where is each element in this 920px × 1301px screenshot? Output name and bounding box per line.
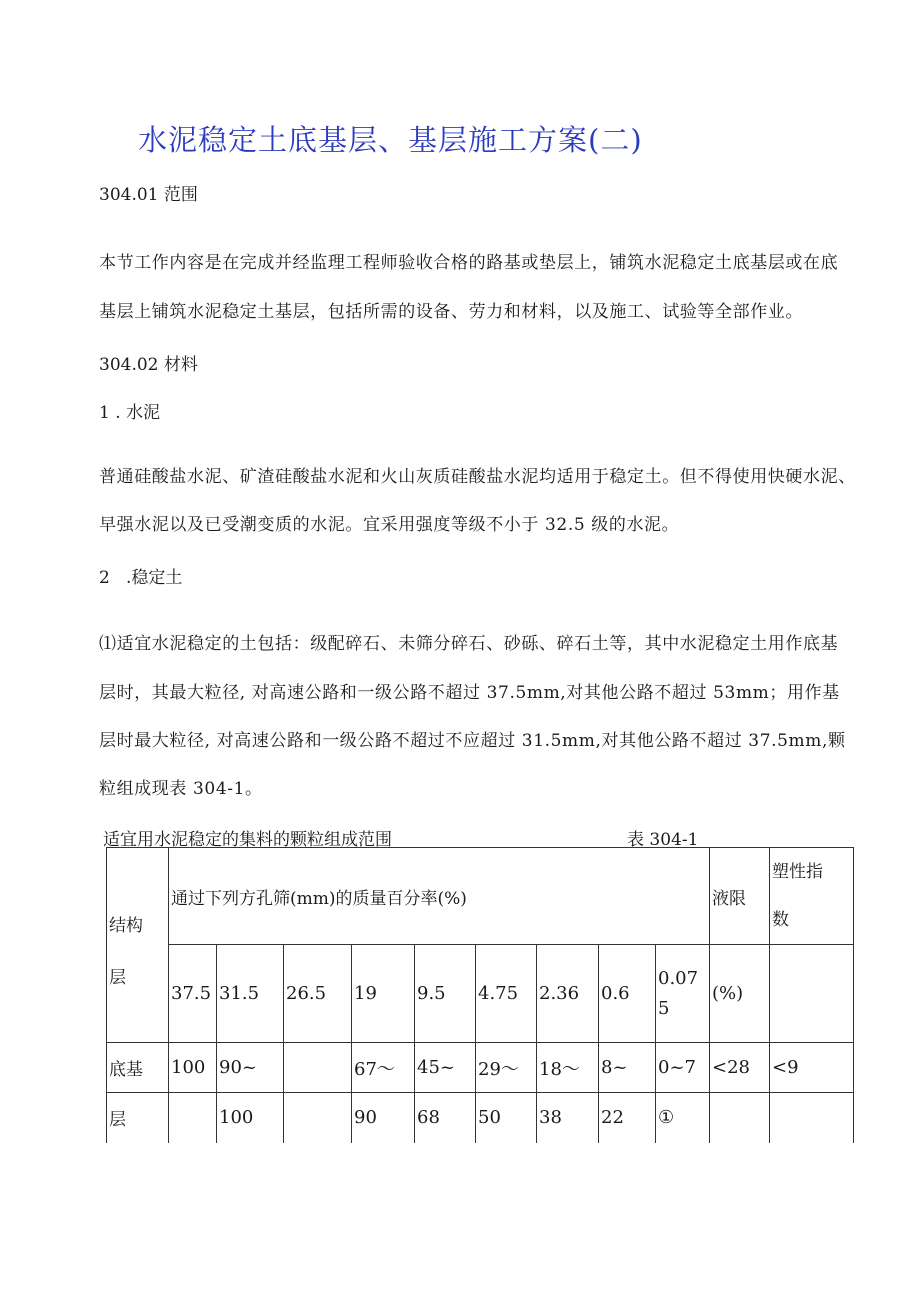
paragraph-scope-line-1: 本节工作内容是在完成并经监理工程师验收合格的路基或垫层上，铺筑水泥稳定土底基层或在底 bbox=[99, 253, 839, 273]
table-caption: 适宜用水泥稳定的集料的颗粒组成范围 bbox=[103, 830, 392, 850]
sieve-26-5: 26.5 bbox=[284, 945, 352, 1043]
sieve-9-5: 9.5 bbox=[415, 945, 476, 1043]
paragraph-soil-line-1: ⑴适宜水泥稳定的土包括：级配碎石、未筛分碎石、砂砾、碎石土等，其中水泥稳定土用作底基 bbox=[99, 634, 839, 654]
table-cell: 38 bbox=[537, 1093, 599, 1143]
sieve-19: 19 bbox=[352, 945, 415, 1043]
paragraph-soil-line-2: 层时，其最大粒径, 对高速公路和一级公路不超过 37.5mm,对其他公路不超过 53mm；用作基 bbox=[99, 683, 840, 703]
row-label-subbase: 底基 bbox=[107, 1043, 169, 1093]
table-cell: 68 bbox=[415, 1093, 476, 1143]
sieve-37-5: 37.5 bbox=[169, 945, 217, 1043]
table-row bbox=[107, 1093, 854, 1143]
table-cell: 8~ bbox=[599, 1043, 656, 1093]
subheading-stabilized-soil: 2 .稳定土 bbox=[99, 568, 183, 588]
sieve-4-75: 4.75 bbox=[476, 945, 537, 1043]
sieve-0-075-line-2: 5 bbox=[658, 997, 670, 1019]
sieve-0-075 bbox=[656, 945, 710, 1043]
table-cell: 29～ bbox=[476, 1043, 537, 1093]
table-cell bbox=[710, 1093, 770, 1143]
table-cell bbox=[169, 1093, 217, 1143]
page-title: 水泥稳定土底基层、基层施工方案(二) bbox=[138, 123, 643, 157]
paragraph-cement-line-2: 早强水泥以及已受潮变质的水泥。宜采用强度等级不小于 32.5 级的水泥。 bbox=[99, 515, 680, 535]
table-cell: 100 bbox=[169, 1043, 217, 1093]
pass-percentage-header: 通过下列方孔筛(mm)的质量百分率(%) bbox=[169, 848, 710, 945]
section-heading-scope: 304.01 范围 bbox=[99, 185, 198, 205]
table-cell bbox=[284, 1043, 352, 1093]
plasticity-line-1: 塑性指 bbox=[772, 862, 823, 882]
table-cell: 0~7 bbox=[656, 1043, 710, 1093]
table-cell: <9 bbox=[770, 1043, 854, 1093]
liquid-limit-header: 液限 bbox=[710, 848, 770, 945]
plasticity-index-header bbox=[770, 848, 854, 945]
plasticity-line-2: 数 bbox=[772, 910, 789, 930]
table-cell bbox=[284, 1093, 352, 1143]
table-cell: 50 bbox=[476, 1093, 537, 1143]
table-cell bbox=[770, 1093, 854, 1143]
table-cell: 90~ bbox=[217, 1043, 284, 1093]
table-cell: 18～ bbox=[537, 1043, 599, 1093]
table-cell: 100 bbox=[217, 1093, 284, 1143]
sieve-31-5: 31.5 bbox=[217, 945, 284, 1043]
paragraph-cement-line-1: 普通硅酸盐水泥、矿渣硅酸盐水泥和火山灰质硅酸盐水泥均适用于稳定土。但不得使用快硬水泥、 bbox=[99, 467, 856, 487]
table-cell: 67～ bbox=[352, 1043, 415, 1093]
sieve-0-075-line-1: 0.07 bbox=[658, 967, 699, 989]
structure-label-line-2: 层 bbox=[109, 968, 126, 988]
structure-layer-header bbox=[107, 848, 169, 1043]
structure-label-line-1: 结构 bbox=[109, 916, 143, 936]
row-label-layer: 层 bbox=[107, 1093, 169, 1143]
liquid-limit-unit: (%) bbox=[710, 945, 770, 1043]
table-number: 表 304-1 bbox=[627, 830, 699, 850]
sieve-size-row bbox=[107, 945, 854, 1043]
sieve-0-6: 0.6 bbox=[599, 945, 656, 1043]
subheading-cement: 1 . 水泥 bbox=[99, 403, 161, 423]
table-header-row bbox=[107, 848, 854, 945]
section-heading-materials: 304.02 材料 bbox=[99, 355, 198, 375]
paragraph-scope-line-2: 基层上铺筑水泥稳定土基层，包括所需的设备、劳力和材料，以及施工、试验等全部作业。 bbox=[99, 302, 803, 322]
table-cell: 90 bbox=[352, 1093, 415, 1143]
gradation-table bbox=[106, 847, 854, 1143]
sieve-2-36: 2.36 bbox=[537, 945, 599, 1043]
paragraph-soil-line-4: 粒组成现表 304-1。 bbox=[99, 779, 263, 799]
plasticity-unit-empty bbox=[770, 945, 854, 1043]
table-row bbox=[107, 1043, 854, 1093]
table-cell: 45~ bbox=[415, 1043, 476, 1093]
table-cell: <28 bbox=[710, 1043, 770, 1093]
table-cell: ① bbox=[656, 1093, 710, 1143]
paragraph-soil-line-3: 层时最大粒径, 对高速公路和一级公路不超过不应超过 31.5mm,对其他公路不超过 37.5mm,颗 bbox=[99, 731, 846, 751]
table-cell: 22 bbox=[599, 1093, 656, 1143]
